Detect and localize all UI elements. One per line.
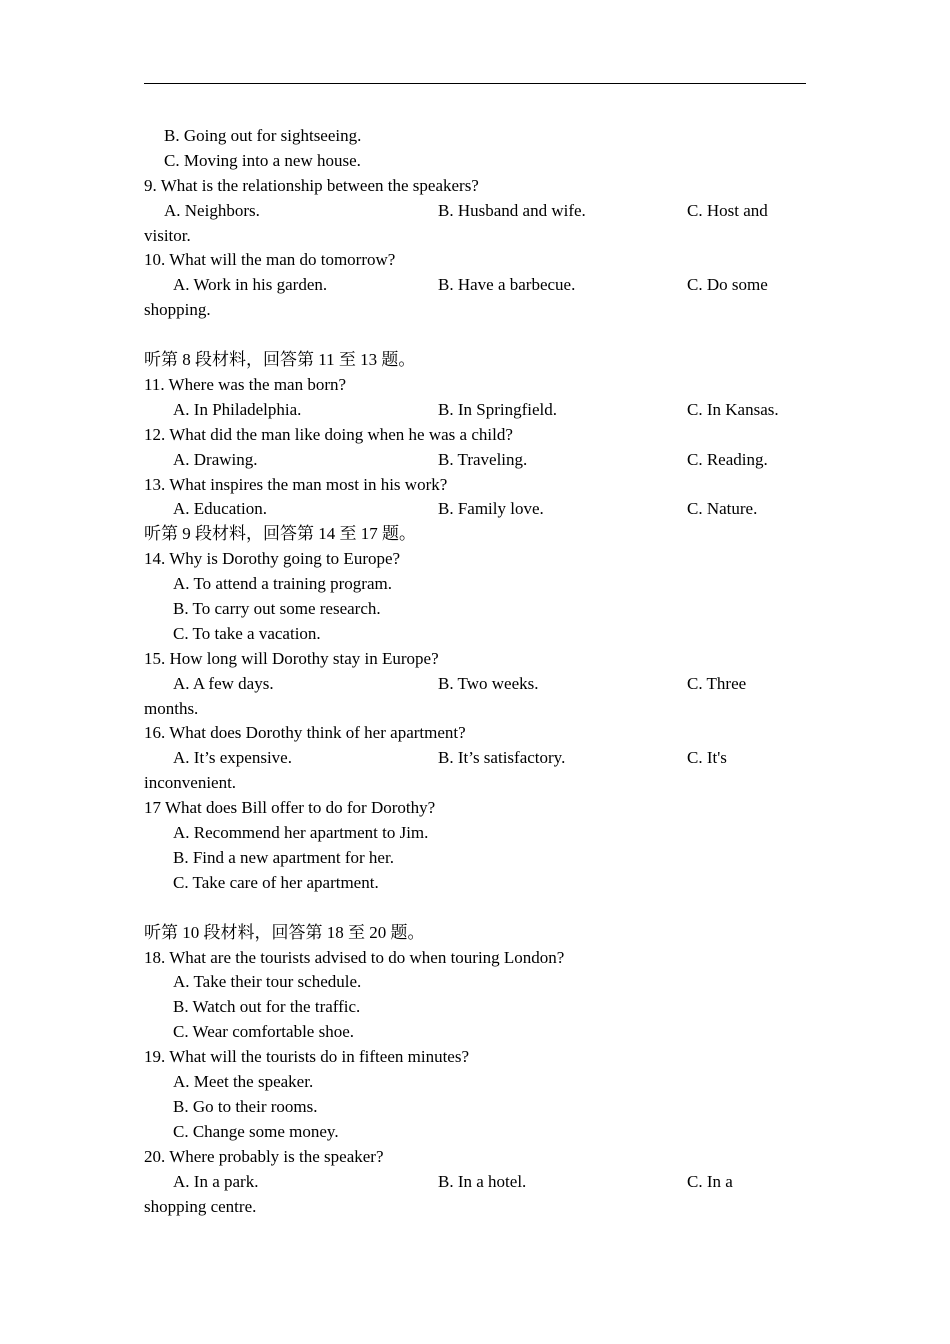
q18-stem: 18. What are the tourists advised to do when touring London?	[144, 948, 565, 967]
q10-stem: 10. What will the man do tomorrow?	[144, 250, 396, 269]
q12-option-b: B. Traveling.	[438, 450, 528, 469]
q14-option-b: B. To carry out some research.	[173, 599, 381, 618]
q11-option-c: C. In Kansas.	[687, 400, 779, 419]
q14-option-c: C. To take a vacation.	[173, 624, 321, 643]
q12-stem: 12. What did the man like doing when he was a child?	[144, 425, 513, 444]
q20-option-b: B. In a hotel.	[438, 1172, 527, 1191]
q18-option-a: A. Take their tour schedule.	[173, 972, 362, 991]
q15-option-a: A. A few days.	[173, 674, 274, 693]
q13-option-a: A. Education.	[173, 499, 267, 518]
q16-option-b: B. It’s satisfactory.	[438, 748, 566, 767]
q19-option-c: C. Change some money.	[173, 1122, 339, 1141]
q17-option-b: B. Find a new apartment for her.	[173, 848, 394, 867]
q20-option-a: A. In a park.	[173, 1172, 259, 1191]
q12-option-c: C. Reading.	[687, 450, 768, 469]
q18-option-c: C. Wear comfortable shoe.	[173, 1022, 355, 1041]
q19-option-b: B. Go to their rooms.	[173, 1097, 318, 1116]
q17-option-a: A. Recommend her apartment to Jim.	[173, 823, 429, 842]
q13-option-b: B. Family love.	[438, 499, 544, 518]
q17-option-c: C. Take care of her apartment.	[173, 873, 379, 892]
q9-option-a: A. Neighbors.	[164, 201, 260, 220]
q12-option-a: A. Drawing.	[173, 450, 258, 469]
q16-option-a: A. It’s expensive.	[173, 748, 292, 767]
q9-stem: 9. What is the relationship between the speakers?	[144, 176, 479, 195]
q19-stem: 19. What will the tourists do in fifteen minutes?	[144, 1047, 469, 1066]
q10-option-b: B. Have a barbecue.	[438, 275, 576, 294]
q10-option-a: A. Work in his garden.	[173, 275, 328, 294]
q9-option-c-continued: visitor.	[144, 226, 191, 245]
q20-stem: 20. Where probably is the speaker?	[144, 1147, 384, 1166]
section-8-heading: 听第 8 段材料，回答第 11 至 13 题。	[144, 350, 416, 369]
q17-stem: 17 What does Bill offer to do for Dorothy?	[144, 798, 436, 817]
q16-option-c-continued: inconvenient.	[144, 773, 237, 792]
q8-option-c: C. Moving into a new house.	[164, 151, 361, 170]
q9-option-b: B. Husband and wife.	[438, 201, 586, 220]
q8-option-b: B. Going out for sightseeing.	[164, 126, 362, 145]
q16-option-c: C. It's	[687, 748, 727, 767]
q11-option-b: B. In Springfield.	[438, 400, 557, 419]
q20-option-c-continued: shopping centre.	[144, 1197, 257, 1216]
section-9-heading: 听第 9 段材料，回答第 14 至 17 题。	[144, 524, 416, 543]
section-10-heading: 听第 10 段材料，回答第 18 至 20 题。	[144, 923, 425, 942]
q11-stem: 11. Where was the man born?	[144, 375, 347, 394]
q10-option-c-continued: shopping.	[144, 300, 211, 319]
q13-stem: 13. What inspires the man most in his work?	[144, 475, 448, 494]
q15-option-c-continued: months.	[144, 699, 199, 718]
q15-stem: 15. How long will Dorothy stay in Europe?	[144, 649, 439, 668]
q9-option-c: C. Host and	[687, 201, 768, 220]
q15-option-b: B. Two weeks.	[438, 674, 539, 693]
q14-stem: 14. Why is Dorothy going to Europe?	[144, 549, 401, 568]
q20-option-c: C. In a	[687, 1172, 733, 1191]
header-rule	[144, 83, 806, 84]
q19-option-a: A. Meet the speaker.	[173, 1072, 314, 1091]
q11-option-a: A. In Philadelphia.	[173, 400, 302, 419]
q18-option-b: B. Watch out for the traffic.	[173, 997, 361, 1016]
q13-option-c: C. Nature.	[687, 499, 758, 518]
q15-option-c: C. Three	[687, 674, 747, 693]
q14-option-a: A. To attend a training program.	[173, 574, 392, 593]
q10-option-c: C. Do some	[687, 275, 768, 294]
q16-stem: 16. What does Dorothy think of her apartment?	[144, 723, 466, 742]
